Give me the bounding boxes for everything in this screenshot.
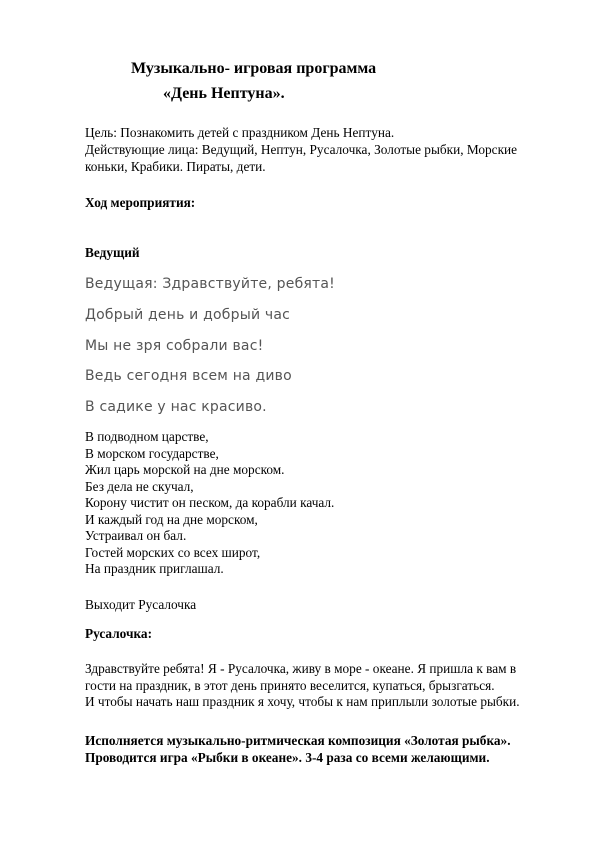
- stage-direction: Выходит Русалочка: [85, 597, 197, 612]
- host-heading: Ведущий: [85, 245, 140, 260]
- goal-text: Цель: Познакомить детей с праздником День Нептуна.: [85, 125, 395, 140]
- title-line-1: Музыкально- игровая программа: [131, 60, 377, 77]
- poem-line: В морском государстве,: [85, 445, 219, 461]
- host-verse-line: Ведь сегодня всем на диво: [85, 368, 292, 384]
- host-verse-line: Добрый день и добрый час: [85, 307, 291, 323]
- speech-line: Здравствуйте ребята! Я - Русалочка, живу в море - океане. Я пришла к вам в: [85, 661, 517, 676]
- poem-line: Устраивал он бал.: [85, 528, 187, 543]
- poem-line: Жил царь морской на дне морском.: [85, 462, 285, 477]
- closing-line: Исполняется музыкально-ритмическая композиция «Золотая рыбка».: [85, 733, 511, 748]
- host-verse-line: Мы не зря собрали вас!: [85, 338, 264, 354]
- speech-line: И чтобы начать наш праздник я хочу, чтобы к нам приплыли золотые рыбки.: [85, 694, 520, 709]
- poem-line: На праздник приглашал.: [85, 561, 224, 576]
- characters-line-1: Действующие лица: Ведущий, Нептун, Русалочка, Золотые рыбки, Морские: [85, 142, 518, 157]
- poem-block: [85, 429, 334, 578]
- poem-line: Без дела не скучал,: [85, 478, 194, 494]
- poem-line: Корону чистит он песком, да корабли качал.: [85, 495, 335, 510]
- closing-line: Проводится игра «Рыбки в океане». 3-4 раза со всеми желающими.: [85, 749, 490, 765]
- mermaid-speech: [85, 661, 520, 711]
- speech-line: гости на праздник, в этот день принято веселится, купаться, брызгаться.: [85, 677, 495, 693]
- host-verse-line: Ведущая: Здравствуйте, ребята!: [85, 276, 335, 292]
- host-verse-line: В садике у нас красиво.: [85, 399, 267, 415]
- mermaid-heading: Русалочка:: [85, 626, 152, 641]
- event-heading: Ход мероприятия:: [85, 195, 196, 210]
- poem-line: Гостей морских со всех широт,: [85, 544, 261, 560]
- poem-line: В подводном царстве,: [85, 429, 209, 444]
- poem-line: И каждый год на дне морском,: [85, 511, 258, 527]
- characters-line-2: коньки, Крабики. Пираты, дети.: [85, 159, 266, 174]
- title-line-2: «День Нептуна».: [163, 85, 285, 102]
- closing-block: [85, 733, 511, 766]
